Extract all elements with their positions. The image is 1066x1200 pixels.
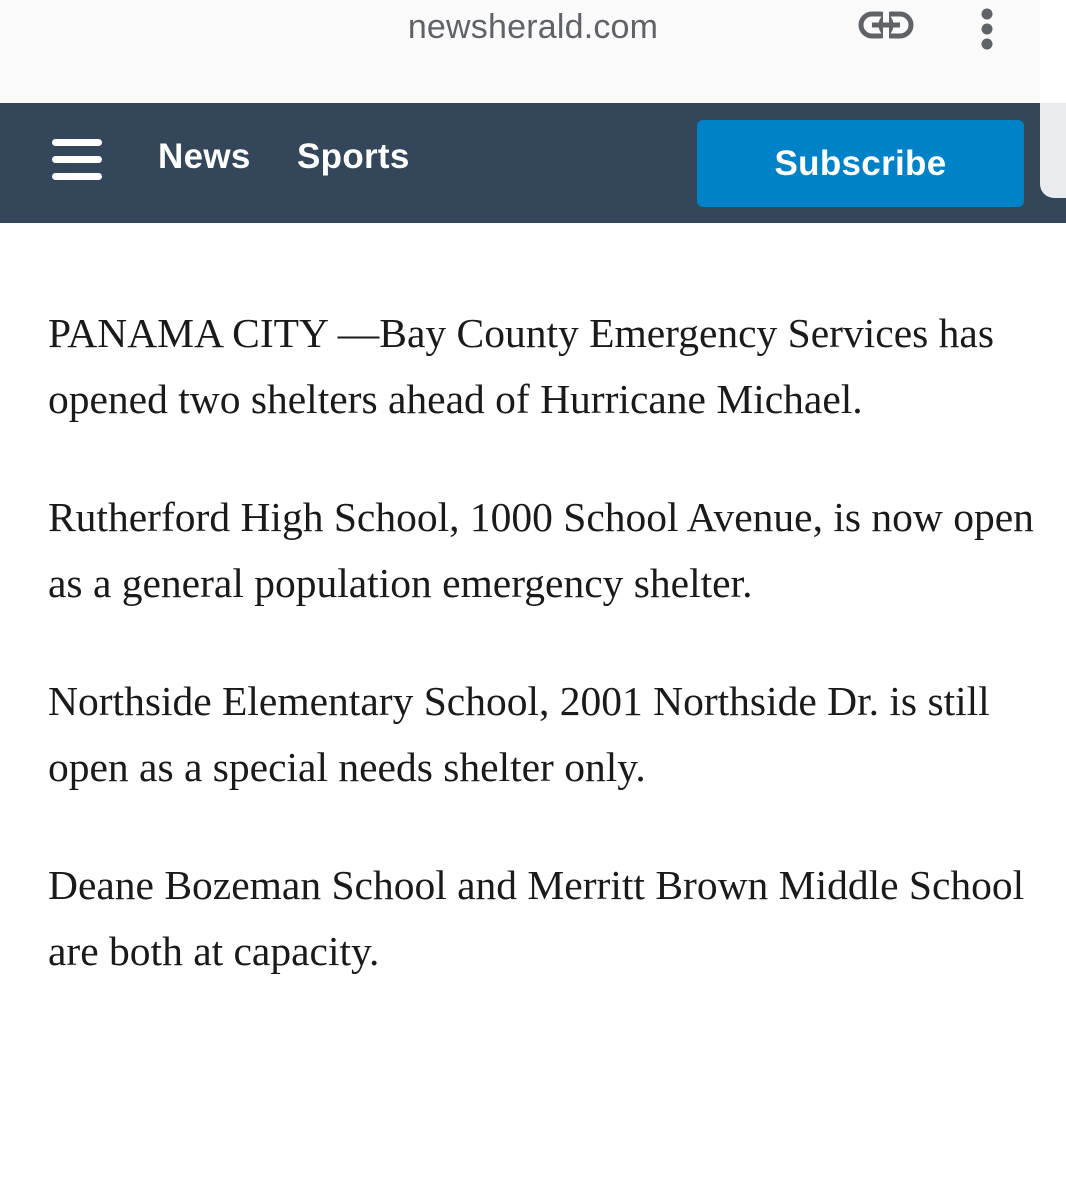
- article-paragraph: Northside Elementary School, 2001 Northside Dr. is still open as a special needs shelter only.: [48, 678, 990, 790]
- article-body: [48, 300, 1048, 1036]
- site-navigation-bar: [0, 103, 1066, 223]
- article-paragraph: Rutherford High School, 1000 School Avenue, is now open as a general population emergency shelter.: [48, 494, 1034, 606]
- more-vertical-icon[interactable]: [970, 4, 1004, 56]
- article-paragraph: PANAMA CITY —Bay County Emergency Services has opened two shelters ahead of Hurricane Michael.: [48, 310, 994, 422]
- url-text[interactable]: newsherald.com: [407, 8, 659, 46]
- subscribe-button[interactable]: Subscribe: [697, 120, 1024, 207]
- hamburger-menu-icon[interactable]: [52, 136, 106, 182]
- nav-link-news[interactable]: News: [158, 137, 251, 176]
- nav-link-sports[interactable]: Sports: [297, 137, 410, 176]
- link-icon[interactable]: [858, 10, 914, 46]
- browser-url-bar[interactable]: [0, 0, 1040, 103]
- nav-edge: [1040, 103, 1066, 198]
- url-bar-edge: [1040, 0, 1066, 103]
- article-paragraph: Deane Bozeman School and Merritt Brown Middle School are both at capacity.: [48, 862, 1025, 974]
